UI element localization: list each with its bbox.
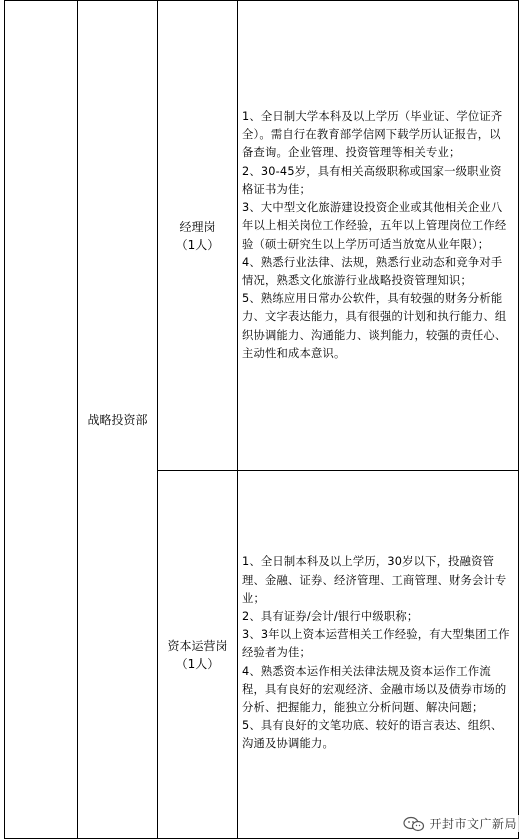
requirement-item: 5、熟练应用日常办公软件，具有较强的财务分析能力、文字表达能力，具有很强的计划和执行能力、组织协调能力、沟通能力、谈判能力，较强的责任心、主动性和成本意识。 [242, 292, 507, 360]
table-row [5, 1, 519, 471]
requirement-item: 1、全日制大学本科及以上学历（毕业证、学位证齐全）。需自行在教育部学信网下载学历认证报告，以备查询。企业管理、投资管理等相关专业； [242, 110, 503, 160]
requirement-item: 2、具有证券/会计/银行中级职称； [242, 609, 419, 623]
requirement-item: 3、大中型文化旅游建设投资企业或其他相关企业八年以上相关岗位工作经验，五年以上管理岗位工作经验（硕士研究生以上学历可适当放宽从业年限）； [242, 201, 507, 251]
requirement-item: 1、全日制本科及以上学历，30岁以下，投融资管理、金融、证券、经济管理、工商管理、财务会计专业； [242, 555, 507, 605]
requirement-item: 2、30-45岁，具有相关高级职称或国家一级职业资格证书为佳； [242, 164, 502, 196]
requirements-cell [238, 471, 519, 839]
blank-column-cell [5, 1, 78, 839]
watermark [401, 815, 519, 832]
requirements-list [238, 551, 518, 757]
requirement-item: 3、3年以上资本运营相关工作经验，有大型集团工作经验者为佳； [242, 628, 510, 660]
requirement-item: 4、熟悉行业法律、法规，熟悉行业动态和竞争对手情况，熟悉文化旅游行业战略投资管理知识； [242, 255, 503, 287]
role-cell [158, 471, 238, 839]
role-cell [158, 1, 238, 471]
role-title: 经理岗 [179, 219, 216, 234]
role-title: 资本运营岗 [167, 638, 228, 653]
requirements-list [238, 104, 518, 367]
department-name: 战略投资部 [87, 413, 148, 427]
recruitment-table [4, 0, 519, 839]
requirement-item: 5、具有良好的文笔功底、较好的语言表达、组织、沟通及协调能力。 [242, 719, 503, 751]
requirement-item: 4、熟悉资本运作相关法律法规及资本运作工作流程，具有良好的宏观经济、金融市场以及债券市场的分析、把握能力，能独立分析问题、解决问题； [242, 664, 507, 714]
requirements-cell [238, 1, 519, 471]
watermark-text: 开封市文广新局 [429, 817, 517, 831]
role-count: （1人） [175, 237, 220, 252]
wechat-icon [403, 816, 425, 832]
role-count: （1人） [175, 656, 220, 671]
department-cell [78, 1, 158, 839]
